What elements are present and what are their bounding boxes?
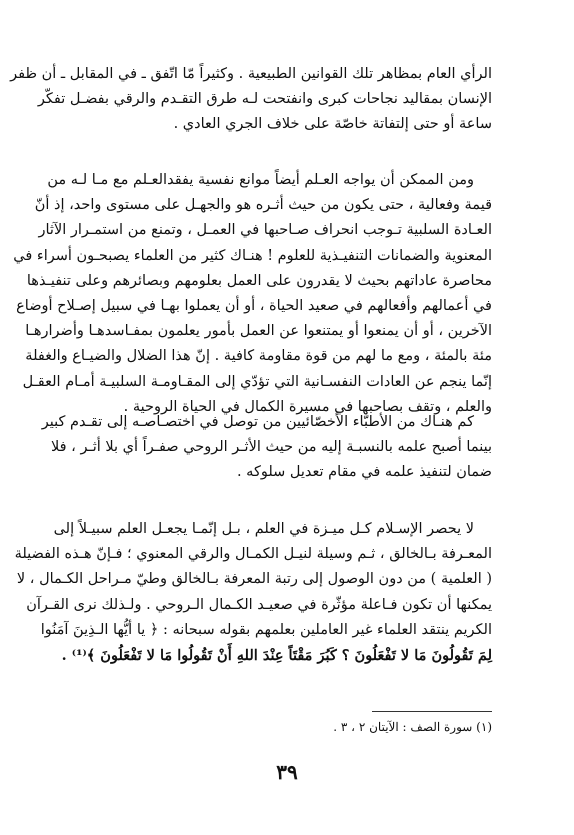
text-line: العـادة السلبية تـوجب انحراف صـاحبها في العمـل ، وتمنع من استمـرار الآثار — [38, 222, 492, 239]
page-number: ٣٩ — [276, 760, 298, 784]
text-line: المعـرفة بـالخالق ، ثـم وسيلة لنيـل الكمـال والرقي المعنوي ؛ فـإنّ هـذه الفضيلة — [14, 546, 492, 563]
paragraph-1 — [10, 62, 492, 138]
text-line: يمكنها أن تكون فـاعلة مؤثّرة في صعيـد الكـمال الـروحي . ولـذلك نرى القـرآن — [26, 596, 492, 613]
text-line: ضمان لتنفيذ علمه في مقام تعديل سلوكه . — [236, 464, 492, 481]
text-line: الرأي العام بمظاهر تلك القوانين الطبيعية . وكثيراً مّا اتّفق ـ في المقابل ـ أن ظفر — [10, 66, 492, 82]
text-line: ومن الممكن أن يواجه العـلم أيضاً موانع نفسية يفقدالعـلم مع مـا لـه من — [47, 172, 474, 188]
text-line: مئة بالمئة ، ومع ما لهم من قوة مقاومة كافية . إنّ هذا الضلال والضيـاع والغفلة — [25, 348, 492, 365]
text-line: إنّما ينجم عن العادات النفسـانية التي تؤدّي إلى المقـاومـة السلبيـة أمـام العقـل — [22, 373, 492, 390]
text-line: لا يحصر الإسـلام كـل ميـزة في العلم ، بـل إنّمـا يجعـل العلم سبيـلاً إلى — [53, 521, 474, 537]
text-line: في أعمالهم وأفعالهم في صعيد الحياة ، أو أن يعملوا بهـا في سبيل إصـلاح أوضاع — [16, 298, 492, 315]
text-line: بينما أصبح علمه بالنسبـة إليه من حيث الأثـر الروحي صفـراً أي بلا أثـر ، فلا — [50, 439, 492, 456]
text-line: الآخرين ، أو أن يمنعوا أو يمتنعوا عن العمل بأمور يعلمون بمفـاسدهـا وأضرارهـا — [25, 323, 492, 340]
paragraph-2 — [13, 168, 492, 420]
text-line: ( العلمية ) من دون الوصول إلى رتبة المعرفة بـالخالق وطيّ مـراحل الكـمال ، لا — [16, 571, 492, 588]
paragraph-3 — [41, 410, 492, 486]
quran-verse-line: لِمَ تَقُولُونَ مَا لا تَفْعَلُونَ ؟ كَبُرَ مَقْتَاً عِنْدَ اللهِ أَنْ تَقُولُوا مَا لا تَفْعَلُونَ ﴾⁽¹⁾ . — [61, 647, 492, 665]
text-line: كم هنـاك من الأطبّاء الأخصّائيين من توصل في اختصـاصـه إلى تقـدم كبير — [41, 414, 474, 430]
text-line: قيمة وفعالية ، حتى يكون من حيث أثـره هو والجهـل على مستوى واحد، إذ أنّ — [34, 197, 492, 214]
footnote: (١) سورة الصف : الآيتان ٢ ، ٣ . — [333, 720, 492, 734]
text-line: محاصرة عاداتهم بحيث لا يقدرون على العمل بعلومهم وبصائرهم وعلى تنفيـذها — [26, 272, 492, 289]
text-line: الإنسان بمقاليد نجاحات كبرى وانفتحت لـه طرق التقـدم والرقي بفضـل تفكّر — [37, 91, 492, 108]
footnote-divider — [372, 711, 492, 712]
text-line: الكريم ينتقد العلماء غير العاملين بعلمهم بقوله سبحانه : ﴿ يا أيُّها الـذِينَ آمَنُوا — [40, 621, 492, 638]
text-line: والعلم ، وتقف بصاحبها في مسيرة الكمال في الحياة الروحية . — [123, 398, 492, 415]
text-line: ساعة أو حتى إلتفاتة خاصّة على خلاف الجري العادي . — [173, 116, 492, 133]
paragraph-4 — [14, 517, 492, 668]
text-line: المعنوية والضمانات التنفيـذية للعلوم ! هنـاك كثير من العلماء يصبحـون أسراء في — [13, 247, 492, 264]
